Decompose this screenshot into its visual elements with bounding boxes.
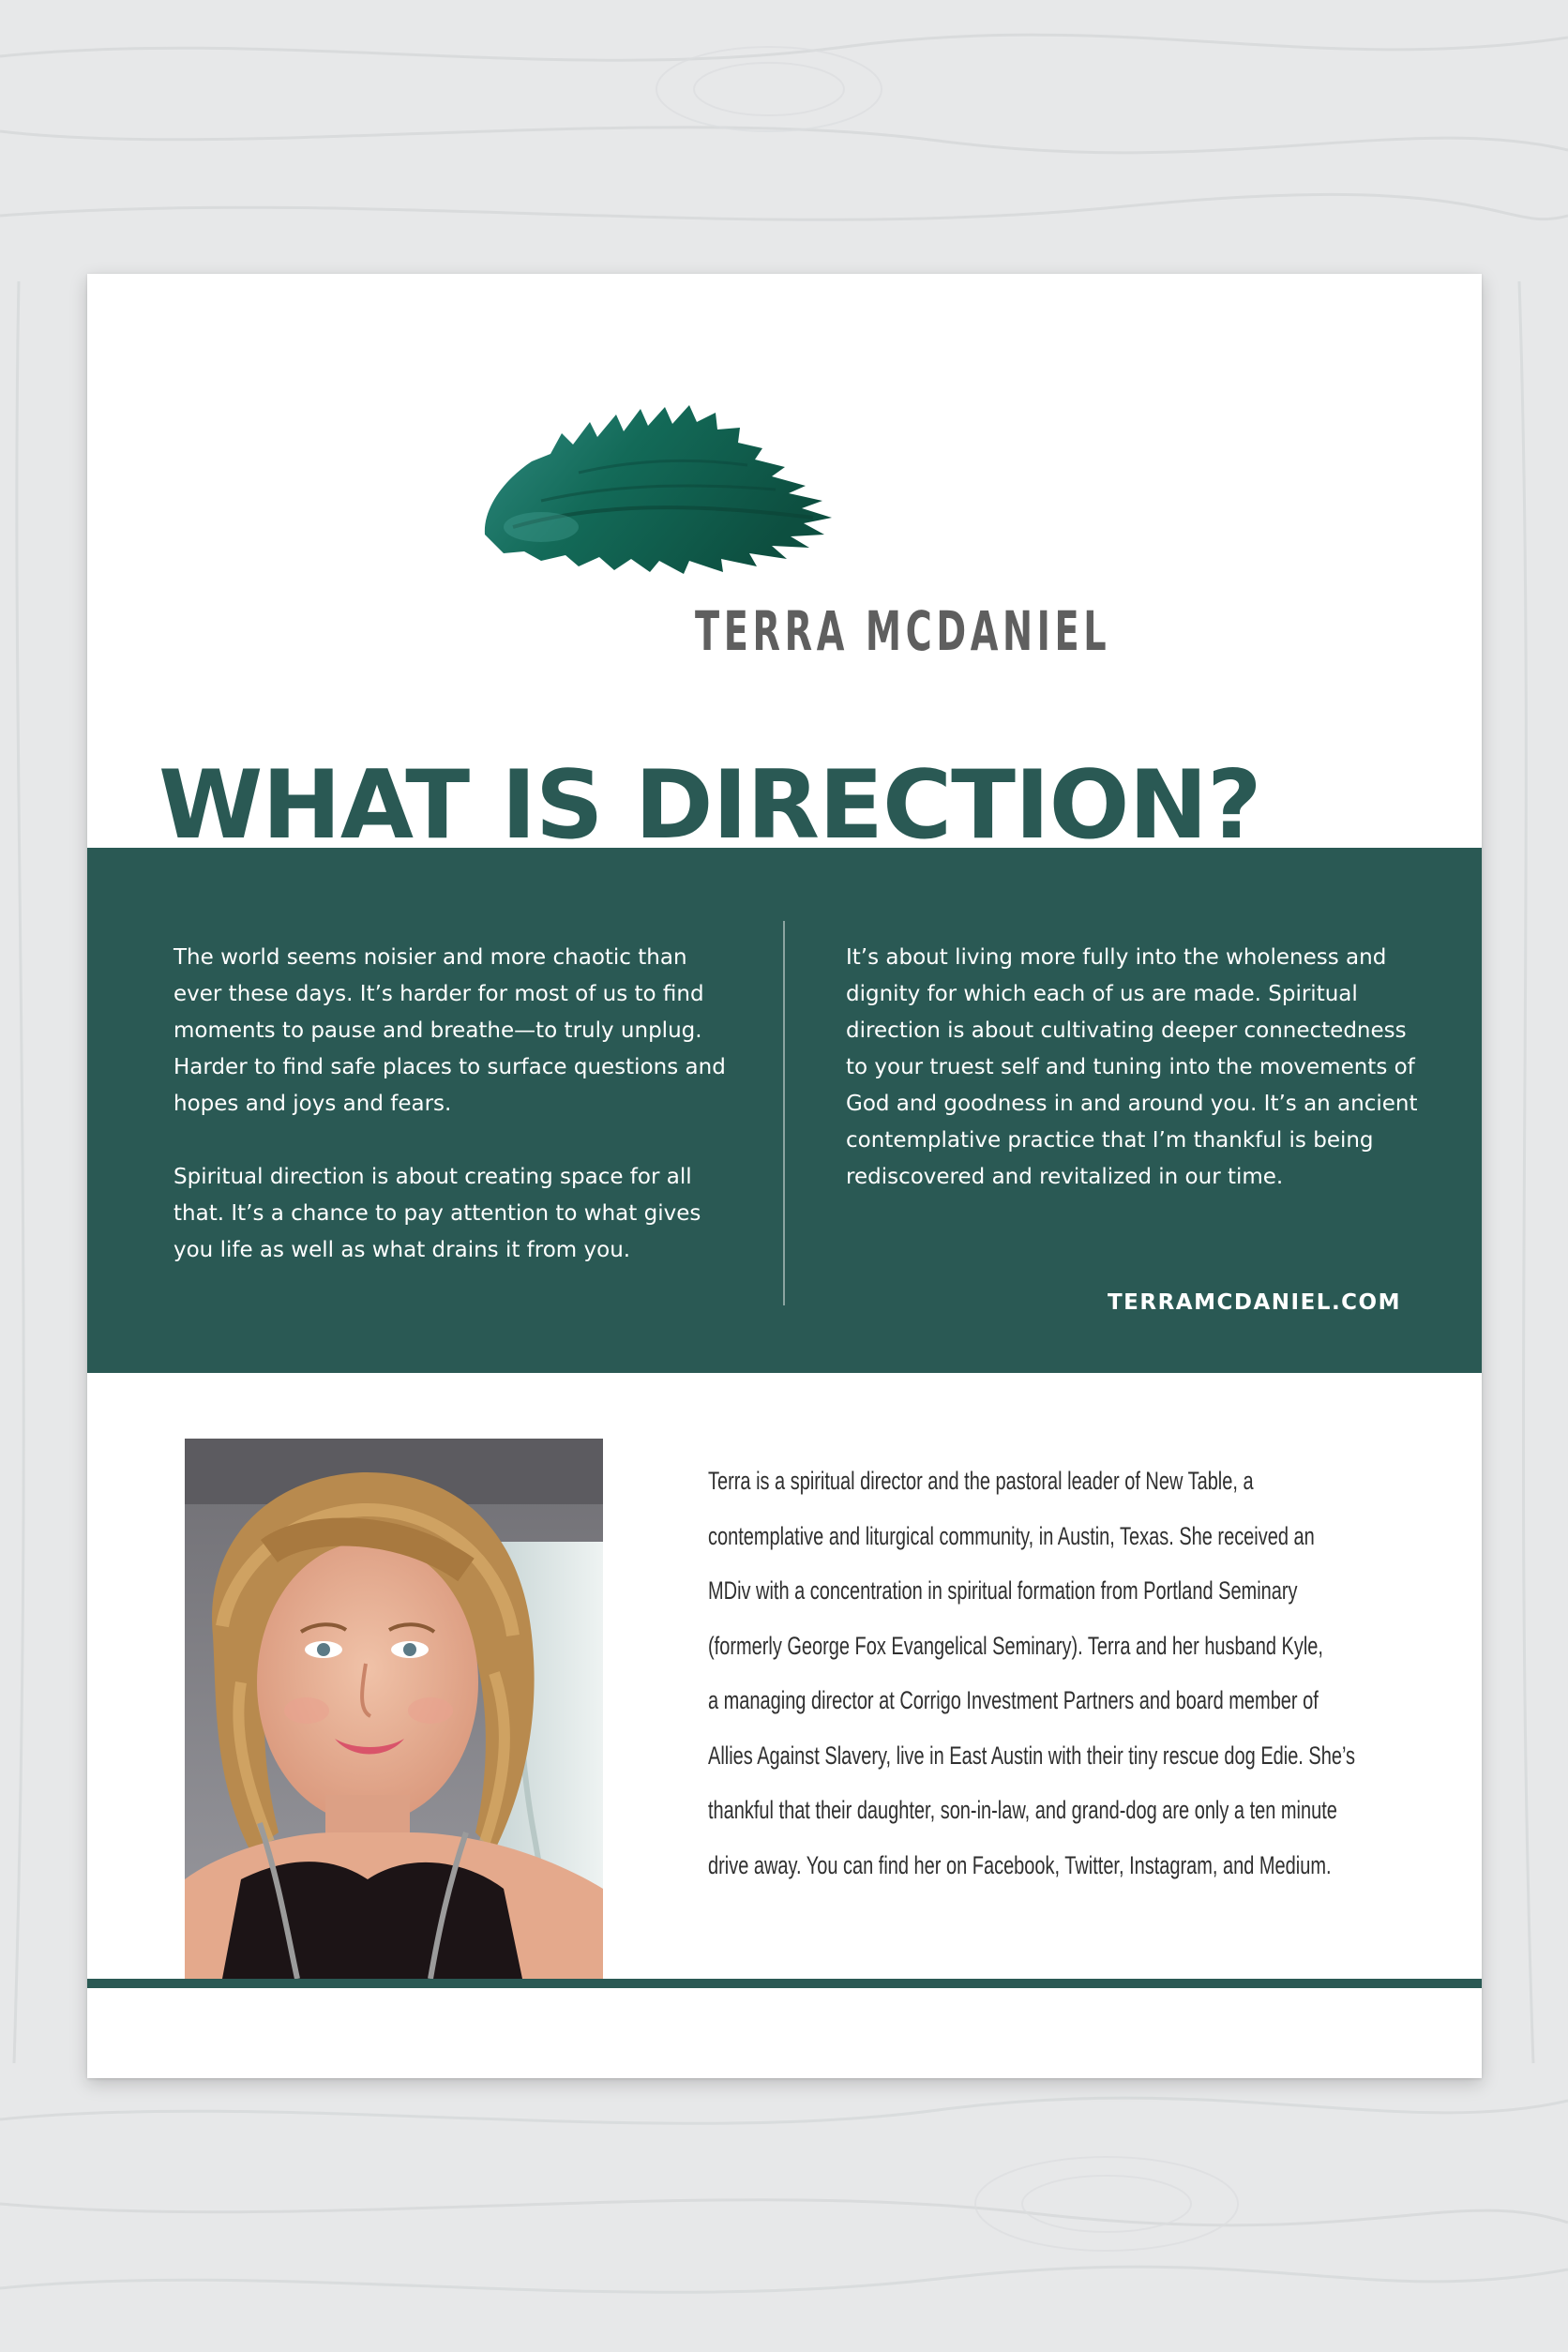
bio-line: contemplative and liturgical community, in Austin, Texas. She received an: [708, 1521, 1315, 1550]
page-title: WHAT IS DIRECTION?: [158, 749, 1261, 848]
left-paragraph: Spiritual direction is about creating space for all that. It’s a chance to pay attention to what gives you life as well as what drains it from you.: [173, 1165, 701, 1262]
bio-line: MDiv with a concentration in spiritual formation from Portland Seminary: [708, 1576, 1298, 1605]
flyer-page: [87, 274, 1482, 2078]
bio-line: thankful that their daughter, son-in-law, and grand-dog are only a ten minute: [708, 1796, 1337, 1824]
headline-container: [87, 743, 1482, 848]
bio-line: drive away. You can find her on Facebook, Twitter, Instagram, and Medium.: [708, 1850, 1332, 1879]
bio-line: a managing director at Corrigo Investment Partners and board member of: [708, 1686, 1319, 1714]
column-divider: [783, 921, 785, 1305]
bottom-rule: [87, 1979, 1482, 1988]
info-band: [87, 848, 1482, 1373]
left-column: [173, 940, 736, 1269]
bio-text: [708, 1454, 1402, 1892]
portrait-photo: [185, 1439, 603, 1979]
bio-line: (formerly George Fox Evangelical Seminary). Terra and her husband Kyle,: [708, 1631, 1323, 1660]
brand-name: TERRA MCDANIEL: [695, 599, 1111, 663]
bio-line: Allies Against Slavery, live in East Austin with their tiny rescue dog Edie. She’s: [708, 1741, 1356, 1770]
left-paragraph: The world seems noisier and more chaotic than ever these days. It’s harder for most of us to find moments to pause and breathe—to truly unplug. Harder to find safe places to surface questions and hopes and joys and fears.: [173, 945, 726, 1116]
watercolor-leaf-icon: [475, 396, 869, 583]
website-link[interactable]: TERRAMCDANIEL.COM: [1107, 1290, 1401, 1315]
bio-line: Terra is a spiritual director and the pastoral leader of New Table, a: [708, 1467, 1254, 1495]
right-column: [846, 940, 1427, 1196]
right-paragraph: It’s about living more fully into the wholeness and dignity for which each of us are made. Spiritual direction is about cultivating deeper connectedness to your truest self and tuning into the movements of God and goodness in and around you. It’s an ancient contemplative practice that I’m thankful is being rediscovered and revitalized in our time.: [846, 945, 1418, 1189]
